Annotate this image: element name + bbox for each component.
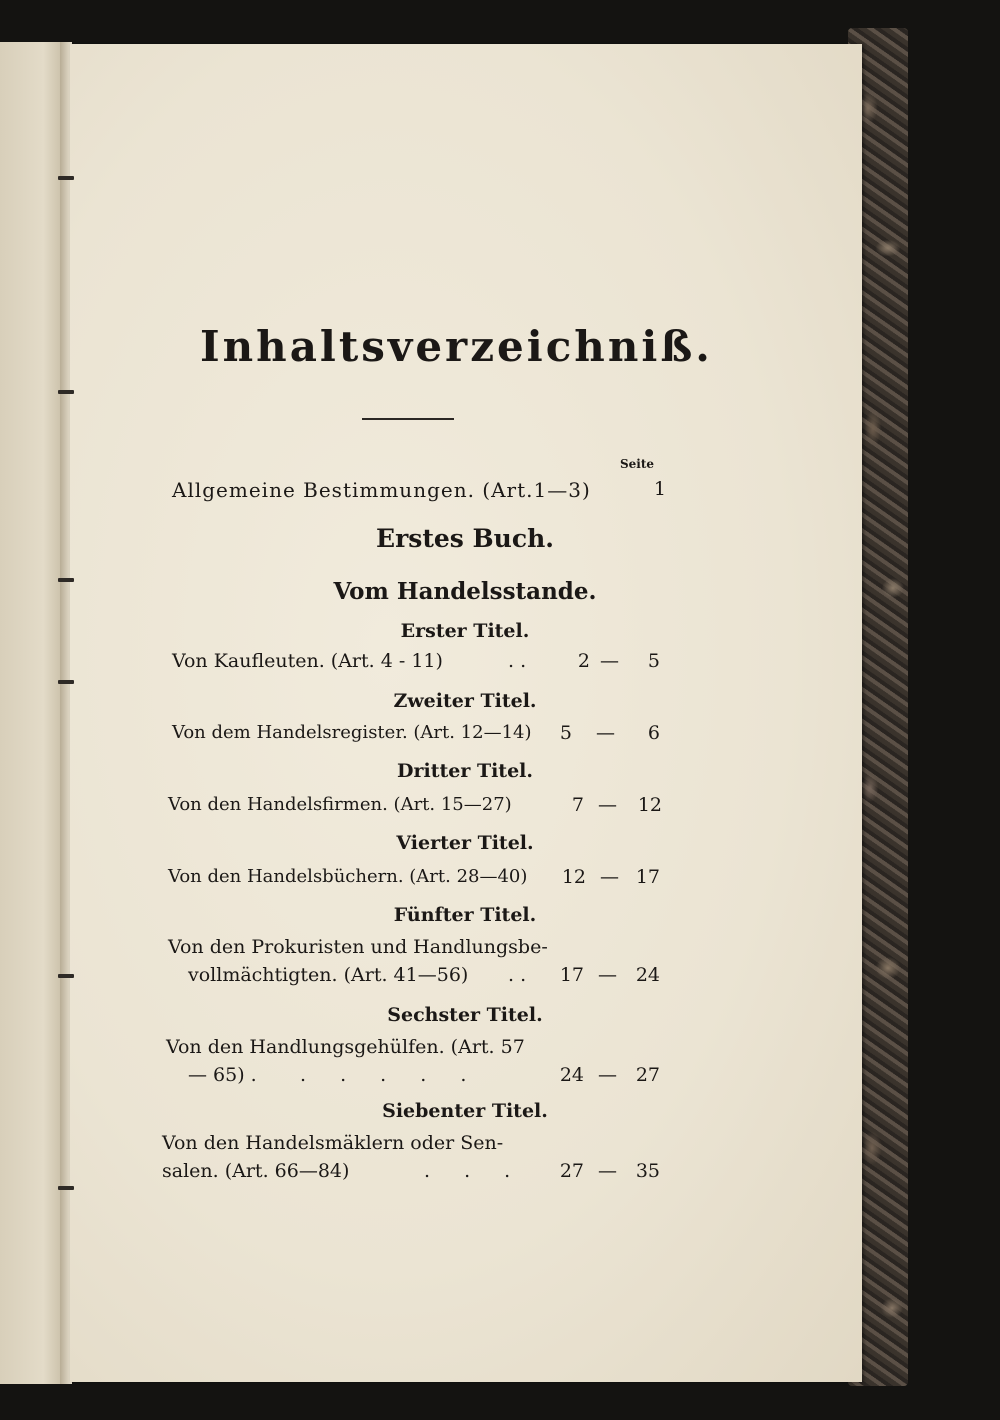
titel-heading: Zweiter Titel. — [393, 690, 537, 712]
titel-heading: Vierter Titel. — [396, 832, 534, 854]
toc-page-to: 24 — [635, 964, 660, 986]
toc-entry-line: Von den Handlungsgehülfen. (Art. 57 — [166, 1036, 525, 1058]
titel-heading: Fünfter Titel. — [393, 904, 537, 926]
toc-page-from: 24 — [559, 1064, 584, 1086]
titel-heading: Dritter Titel. — [396, 760, 534, 782]
toc-page-from: 27 — [559, 1160, 584, 1182]
titel-heading: Siebenter Titel. — [382, 1100, 548, 1122]
toc-entry-line: Von den Handelsmäklern oder Sen- — [162, 1132, 504, 1154]
seite-column-label: Seite — [620, 457, 655, 471]
toc-range-dash: — — [598, 1160, 617, 1182]
toc-entry-line: Von dem Handelsregister. (Art. 12—14) — [172, 722, 532, 743]
section-heading: Vom Handelsstande. — [333, 578, 597, 605]
page-title: Inhaltsverzeichniß. — [200, 322, 713, 371]
toc-page-from: 17 — [559, 964, 584, 986]
toc-page-from: 2 — [577, 650, 590, 672]
toc-leader-dots: . . — [508, 964, 527, 986]
toc-page-to: 12 — [637, 794, 662, 816]
title-rule — [362, 418, 454, 420]
toc-entry-line: Von Kaufleuten. (Art. 4 - 11) — [172, 650, 443, 672]
toc-range-dash: — — [598, 964, 617, 986]
toc-page-from: 5 — [559, 722, 572, 744]
toc-entry-line: salen. (Art. 66—84) — [162, 1160, 350, 1182]
book-heading: Erstes Buch. — [376, 524, 554, 553]
toc-entry-label: Allgemeine Bestimmungen. (Art.1—3) — [172, 478, 591, 502]
toc-page-to: 5 — [647, 650, 660, 672]
toc-range-dash: — — [598, 794, 617, 816]
toc-page-from: 7 — [571, 794, 584, 816]
titel-heading: Sechster Titel. — [387, 1004, 543, 1026]
toc-page-to: 27 — [635, 1064, 660, 1086]
toc-entry-line: Von den Prokuristen und Handlungsbe- — [168, 936, 548, 958]
toc-range-dash: — — [598, 1064, 617, 1086]
toc-entry-line: vollmächtigten. (Art. 41—56) — [188, 964, 469, 986]
toc-entry-line: Von den Handelsbüchern. (Art. 28—40) — [168, 866, 528, 887]
toc-leader-dots: . . — [508, 650, 527, 672]
toc-range-dash: — — [600, 866, 619, 888]
toc-leader-dots: . . . . . — [300, 1064, 481, 1086]
toc-page-to: 6 — [647, 722, 660, 744]
toc-leader-dots: . . . — [424, 1160, 525, 1182]
toc-page-from: 12 — [561, 866, 586, 888]
toc-entry-line: Von den Handelsfirmen. (Art. 15—27) — [168, 794, 512, 815]
toc-entry-allgemeine — [172, 478, 591, 502]
toc-range-dash: — — [596, 722, 615, 744]
toc-page-to: 17 — [635, 866, 660, 888]
toc-entry-line: — 65) . — [188, 1064, 257, 1086]
toc-range-dash: — — [600, 650, 619, 672]
toc-page-number: 1 — [653, 478, 666, 500]
toc-page-to: 35 — [635, 1160, 660, 1182]
titel-heading: Erster Titel. — [400, 620, 530, 642]
